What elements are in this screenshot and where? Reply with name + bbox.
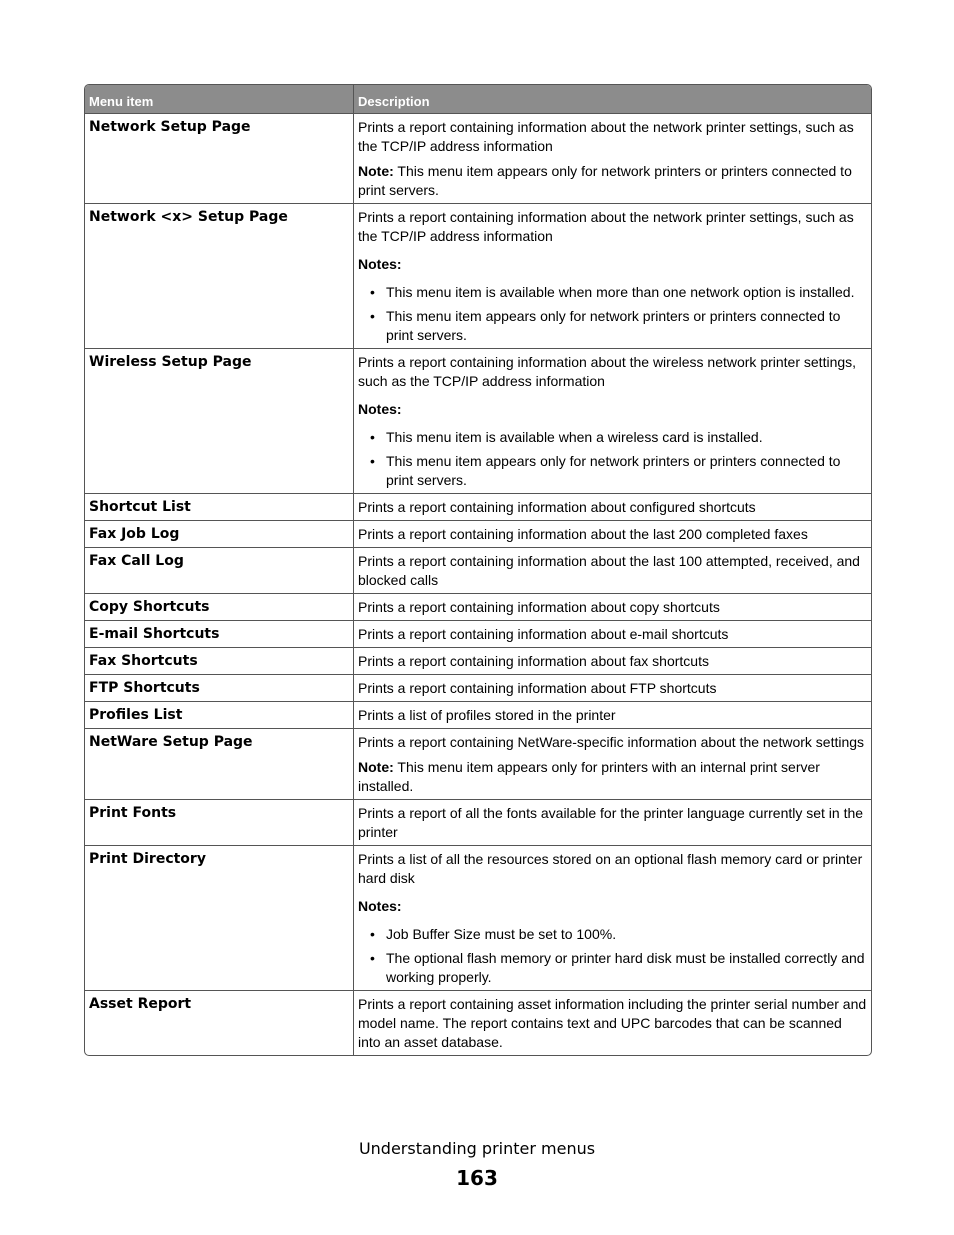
note-item-text: This menu item is available when a wireless card is installed. xyxy=(386,429,763,445)
note-label: Note: xyxy=(358,163,394,179)
description-text: Prints a list of profiles stored in the printer xyxy=(358,707,616,723)
description-text: Prints a report containing information about the wireless network printer settings, such as the TCP/IP address information xyxy=(358,354,857,389)
notes-label: Notes: xyxy=(358,256,402,272)
bullet-icon: • xyxy=(370,926,375,942)
table-row xyxy=(85,493,871,520)
header-menu-item: Menu item xyxy=(85,85,353,114)
menu-item-description xyxy=(353,990,871,1055)
menu-item-description xyxy=(353,799,871,845)
menu-item-description xyxy=(353,620,871,647)
menu-item-description xyxy=(353,845,871,990)
menu-item-name: Print Directory xyxy=(85,845,353,990)
note-list-item xyxy=(358,949,867,987)
notes-list xyxy=(358,925,867,987)
table-row xyxy=(85,728,871,799)
table-row xyxy=(85,799,871,845)
footer-title: Understanding printer menus xyxy=(358,1139,596,1158)
table-header-row xyxy=(85,85,871,114)
menu-item-name: Fax Job Log xyxy=(85,520,353,547)
description-text: Prints a report containing information about fax shortcuts xyxy=(358,653,709,669)
note-list-item xyxy=(358,307,867,345)
note-list-item xyxy=(358,452,867,490)
description-text: Prints a report containing information about copy shortcuts xyxy=(358,599,720,615)
note-text: This menu item appears only for network printers or printers connected to print servers. xyxy=(358,163,852,198)
menu-item-name: Copy Shortcuts xyxy=(85,593,353,620)
bullet-icon: • xyxy=(370,950,375,966)
menu-item-name: Network Setup Page xyxy=(89,119,251,135)
description-text: Prints a report containing information about configured shortcuts xyxy=(358,499,756,515)
table-row xyxy=(85,520,871,547)
note-list-item xyxy=(358,428,867,447)
menu-item-description xyxy=(353,674,871,701)
description-text: Prints a report containing information about the network printer settings, such as the TCP/IP address information xyxy=(358,209,854,244)
menu-item-name: Fax Shortcuts xyxy=(85,647,353,674)
header-description: Description xyxy=(353,85,871,114)
table-row xyxy=(85,593,871,620)
menu-item-description xyxy=(353,520,871,547)
table-row xyxy=(85,647,871,674)
table-row xyxy=(85,114,871,203)
table-row xyxy=(85,990,871,1055)
bullet-icon: • xyxy=(370,308,375,324)
table-row xyxy=(85,674,871,701)
description-text: Prints a report of all the fonts available for the printer language currently set in the printer xyxy=(358,805,864,840)
description-text: Prints a list of all the resources stored on an optional flash memory card or printer hard disk xyxy=(358,851,863,886)
note-list-item xyxy=(358,283,867,302)
table-row xyxy=(85,348,871,493)
menu-item-name: Print Fonts xyxy=(85,799,353,845)
menu-item-description xyxy=(353,493,871,520)
description-text: Prints a report containing information about e-mail shortcuts xyxy=(358,626,729,642)
note-paragraph xyxy=(358,758,867,796)
table-row xyxy=(85,701,871,728)
menu-item-name: Fax Call Log xyxy=(85,547,353,593)
description-text: Prints a report containing asset information including the printer serial number and model name. The report contains text and UPC barcodes that can be scanned into an asset database. xyxy=(358,996,867,1050)
notes-list xyxy=(358,428,867,490)
menu-item-description xyxy=(353,728,871,799)
note-text: This menu item appears only for printers with an internal print server installed. xyxy=(358,759,820,794)
note-item-text: This menu item appears only for network printers or printers connected to print servers. xyxy=(386,453,841,488)
menu-item-description xyxy=(353,348,871,493)
bullet-icon: • xyxy=(370,284,375,300)
description-text: Prints a report containing information about the last 100 attempted, received, and blocked calls xyxy=(358,553,860,588)
page-number: 163 xyxy=(456,1166,498,1190)
menu-item-name: Shortcut List xyxy=(85,493,353,520)
notes-label: Notes: xyxy=(358,898,402,914)
menu-item-name: Network <x> Setup Page xyxy=(85,203,353,348)
description-text: Prints a report containing NetWare-specific information about the network settings xyxy=(358,734,865,750)
menu-item-name: E-mail Shortcuts xyxy=(85,620,353,647)
menu-item-description xyxy=(353,114,871,203)
description-text: Prints a report containing information about FTP shortcuts xyxy=(358,680,717,696)
note-label: Note: xyxy=(358,759,394,775)
menu-item-name: Profiles List xyxy=(85,701,353,728)
table-row xyxy=(85,845,871,990)
note-item-text: This menu item appears only for network printers or printers connected to print servers. xyxy=(386,308,841,343)
notes-label: Notes: xyxy=(358,401,402,417)
menu-item-name: NetWare Setup Page xyxy=(85,728,353,799)
note-list-item xyxy=(358,925,867,944)
note-item-text: This menu item is available when more than one network option is installed. xyxy=(386,284,855,300)
menu-table xyxy=(84,84,872,1056)
menu-item-description xyxy=(353,593,871,620)
bullet-icon: • xyxy=(370,453,375,469)
table-row xyxy=(85,620,871,647)
menu-item-description xyxy=(353,647,871,674)
note-item-text: The optional flash memory or printer hard disk must be installed correctly and working properly. xyxy=(386,950,865,985)
menu-item-description xyxy=(353,547,871,593)
menu-item-description xyxy=(353,701,871,728)
menu-item-name: Asset Report xyxy=(85,990,353,1055)
menu-item-description xyxy=(353,203,871,348)
table-row xyxy=(85,547,871,593)
notes-list xyxy=(358,283,867,345)
description-text: Prints a report containing information about the network printer settings, such as the TCP/IP address information xyxy=(358,119,854,154)
description-text: Prints a report containing information about the last 200 completed faxes xyxy=(358,526,808,542)
menu-item-name: Wireless Setup Page xyxy=(85,348,353,493)
table-row xyxy=(85,203,871,348)
note-item-text: Job Buffer Size must be set to 100%. xyxy=(386,926,617,942)
menu-item-name: FTP Shortcuts xyxy=(85,674,353,701)
note-paragraph xyxy=(358,162,867,200)
table-body xyxy=(85,114,871,1055)
bullet-icon: • xyxy=(370,429,375,445)
